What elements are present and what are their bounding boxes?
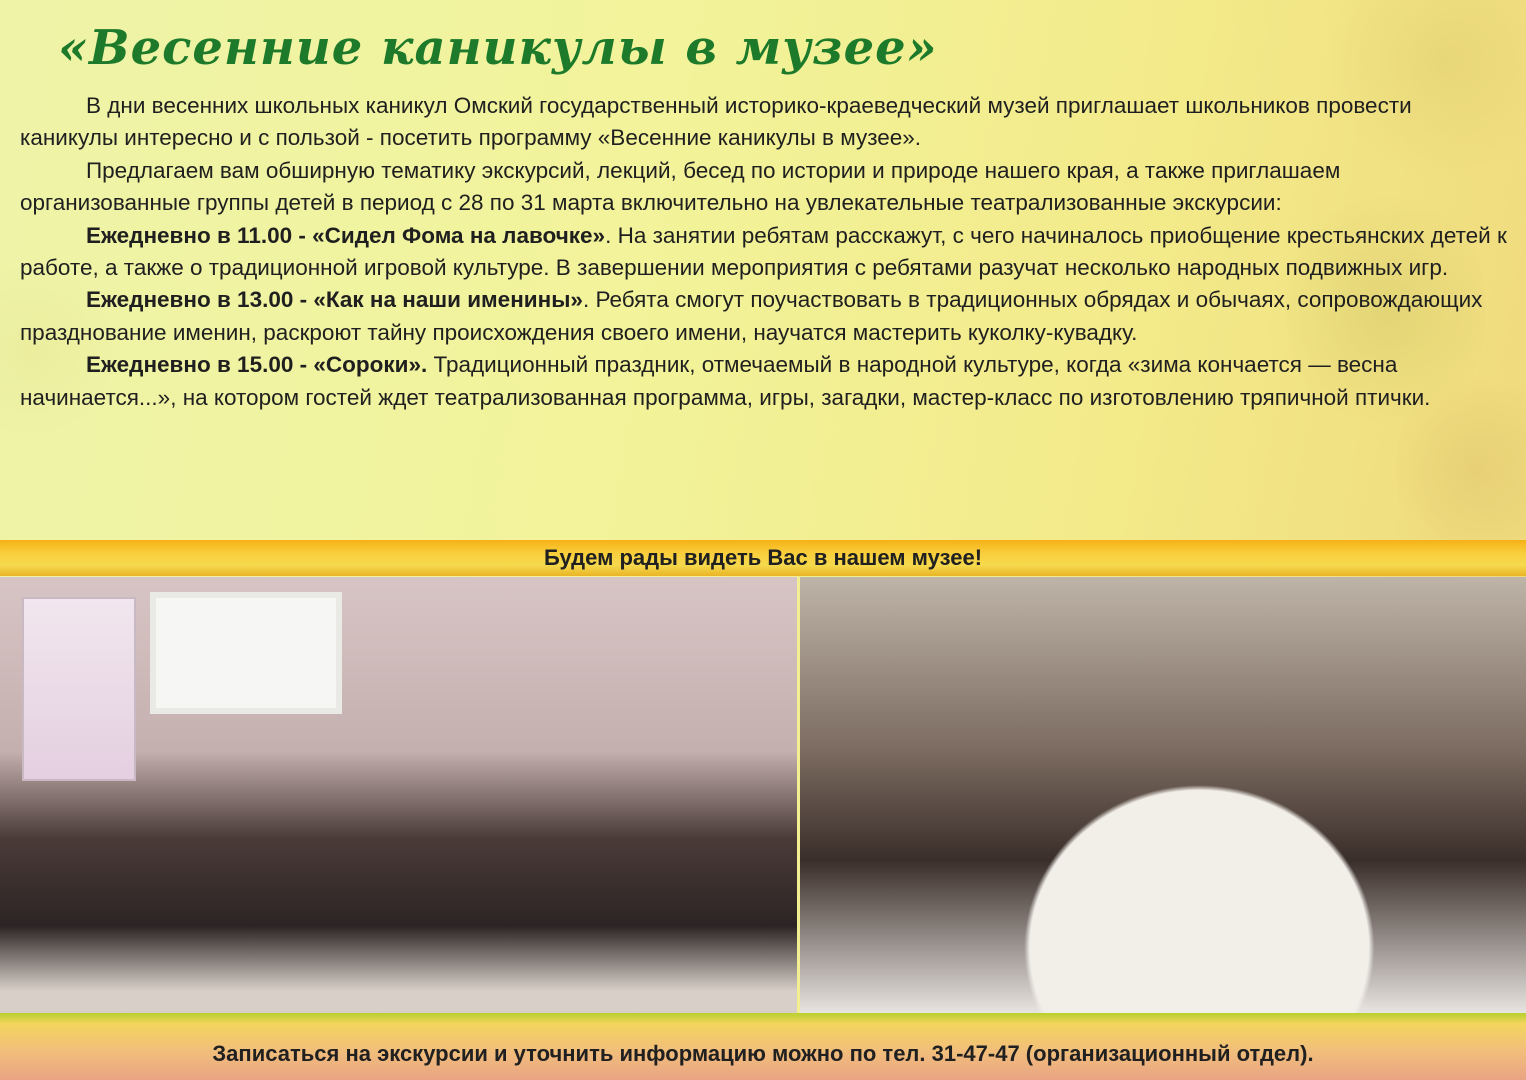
page-title: «Весенние каникулы в музее» bbox=[58, 20, 938, 76]
photo-children-craft-workshop bbox=[800, 577, 1526, 1013]
excursion-1500-title: Ежедневно в 15.00 - «Сороки». bbox=[86, 352, 428, 378]
paragraph-excursion-1100 bbox=[20, 220, 1510, 285]
paragraph-intro: В дни весенних школьных каникул Омский государственный историко-краеведческий музей приглашает школьников провести каникулы интересно и с пользой - посетить программу «Весенние каникулы в музее». bbox=[20, 93, 1412, 151]
text-body bbox=[20, 90, 1510, 414]
excursion-1300-title: Ежедневно в 13.00 - «Как на наши именины» bbox=[86, 287, 583, 313]
footer-contact-bar bbox=[0, 1013, 1526, 1080]
photo-window bbox=[150, 592, 342, 714]
photo-poster bbox=[22, 597, 136, 781]
paragraph-excursion-1300 bbox=[20, 284, 1510, 349]
excursion-1500-text: Традиционный праздник, отмечаемый в народной культуре, когда «зима кончается — весна начинается...», на котором гостей ждет театрализованная программа, игры, загадки, мастер-класс по изготовлению тряпичной птички. bbox=[20, 352, 1431, 410]
excursion-1100-text: . На занятии ребятам расскажут, с чего начиналось приобщение крестьянских детей к работе, а также о традиционной игровой культуре. В завершении мероприятия с ребятами разучат несколько народных подвижных игр. bbox=[20, 222, 1507, 281]
welcome-banner bbox=[0, 540, 1526, 576]
footer-contact-text: Записаться на экскурсии и уточнить информацию можно по тел. 31-47-47 (организационный отдел). bbox=[212, 1040, 1314, 1066]
paragraph-excursion-1500 bbox=[20, 349, 1510, 414]
excursion-1300-text: . Ребята смогут поучаствовать в традиционных обрядах и обычаях, сопровождающих празднование именин, раскроют тайну происхождения своего имени, научатся мастерить куколку-кувадку. bbox=[20, 287, 1483, 345]
photo-museum-hall-audience bbox=[0, 577, 797, 1013]
excursion-1100-title: Ежедневно в 11.00 - «Сидел Фома на лавочке» bbox=[86, 222, 606, 248]
welcome-banner-text: Будем рады видеть Вас в нашем музее! bbox=[543, 545, 983, 570]
paragraph-offer: Предлагаем вам обширную тематику экскурсий, лекций, бесед по истории и природе нашего края, а также приглашаем организованные группы детей в период с 28 по 31 марта включительно на увлекательные театрализованные экскурсии: bbox=[20, 157, 1341, 216]
